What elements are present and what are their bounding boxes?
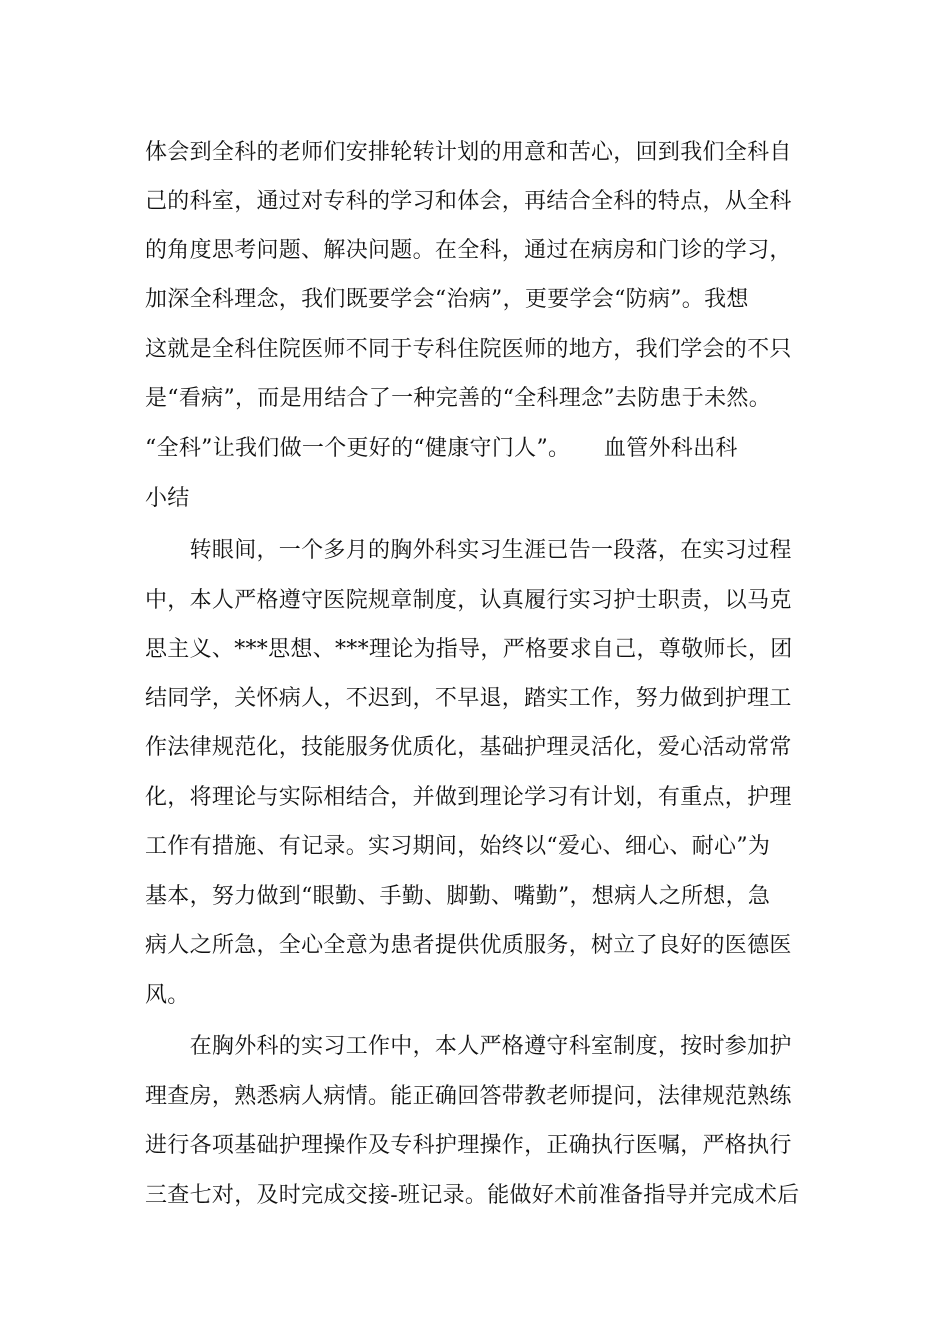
text-line: 是“看病”，而是用结合了一种完善的“全科理念”去防患于未然。 bbox=[145, 386, 771, 411]
text-line: 进行各项基础护理操作及专科护理操作，正确执行医嘱，严格执行 bbox=[145, 1133, 792, 1158]
text-line: 三查七对，及时完成交接-班记录。能做好术前准备指导并完成术后 bbox=[145, 1183, 800, 1208]
text-line: 结同学，关怀病人，不迟到，不早退，踏实工作，努力做到护理工 bbox=[145, 686, 792, 711]
text-line: 工作有措施、有记录。实习期间，始终以“爱心、细心、耐心”为 bbox=[145, 834, 771, 859]
text-line: 己的科室，通过对专科的学习和体会，再结合全科的特点，从全科 bbox=[145, 189, 792, 214]
text-line: 小结 bbox=[145, 486, 190, 511]
text-line: 的角度思考问题、解决问题。在全科，通过在病房和门诊的学习， bbox=[145, 238, 792, 263]
text-line: 思主义、***思想、***理论为指导，严格要求自己，尊敬师长，团 bbox=[145, 637, 793, 662]
text-line: 基本，努力做到“眼勤、手勤、脚勤、嘴勤”，想病人之所想，急 bbox=[145, 884, 771, 909]
text-line: 转眼间，一个多月的胸外科实习生涯已告一段落，在实习过程 bbox=[145, 538, 792, 563]
text-line: “全科”让我们做一个更好的“健康守门人”。 血管外科出科 bbox=[145, 436, 738, 461]
text-line: 风。 bbox=[145, 983, 190, 1008]
text-line: 作法律规范化，技能服务优质化，基础护理灵活化，爱心活动常常 bbox=[145, 735, 792, 760]
text-line: 病人之所急，全心全意为患者提供优质服务，树立了良好的医德医 bbox=[145, 933, 792, 958]
text-line: 加深全科理念，我们既要学会“治病”，更要学会“防病”。我想 bbox=[145, 287, 749, 312]
text-line: 理查房，熟悉病人病情。能正确回答带教老师提问，法律规范熟练 bbox=[145, 1084, 792, 1109]
text-line: 化，将理论与实际相结合，并做到理论学习有计划，有重点，护理 bbox=[145, 785, 792, 810]
text-line: 这就是全科住院医师不同于专科住院医师的地方，我们学会的不只 bbox=[145, 337, 792, 362]
text-line: 在胸外科的实习工作中，本人严格遵守科室制度，按时参加护 bbox=[145, 1034, 792, 1059]
text-line: 中，本人严格遵守医院规章制度，认真履行实习护士职责，以马克 bbox=[145, 588, 792, 613]
text-line: 体会到全科的老师们安排轮转计划的用意和苦心，回到我们全科自 bbox=[145, 140, 792, 165]
